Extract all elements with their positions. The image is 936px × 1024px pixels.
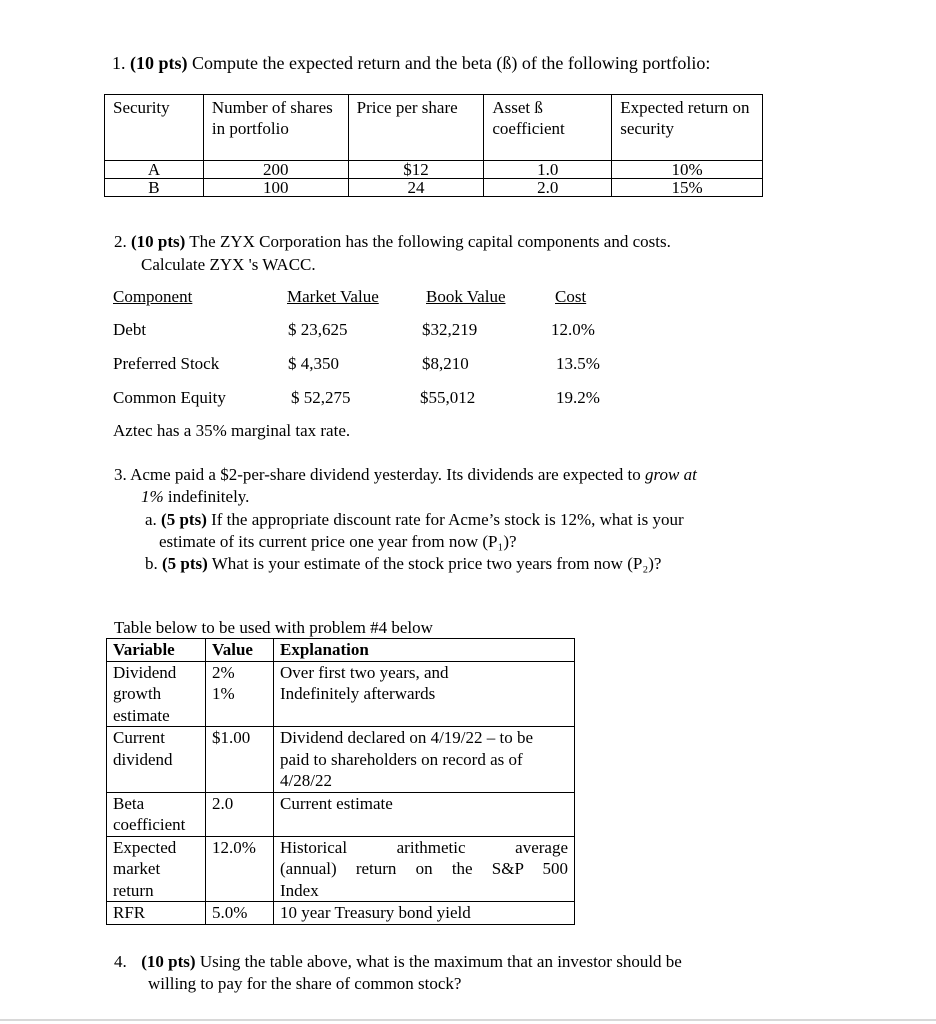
header-price-per-share: Price per share bbox=[348, 95, 484, 161]
q2-number: 2. bbox=[114, 232, 127, 251]
cell-beta: 2.0 bbox=[484, 179, 612, 197]
cell-variable: Current dividend bbox=[107, 727, 206, 793]
q1-number: 1. bbox=[112, 53, 126, 73]
q3a-label: a. bbox=[145, 510, 157, 529]
value-line: 2.0 bbox=[212, 793, 234, 813]
wacc-header-book: Book Value bbox=[426, 287, 506, 306]
wacc-row-cost: 19.2% bbox=[556, 388, 600, 407]
q4-points: (10 pts) bbox=[141, 952, 196, 971]
wacc-header-market: Market Value bbox=[287, 287, 379, 306]
table-row bbox=[107, 727, 575, 793]
header-variable-text: Variable bbox=[113, 640, 175, 659]
q3b-points: (5 pts) bbox=[162, 554, 208, 573]
wacc-row-book: $55,012 bbox=[420, 388, 476, 407]
wacc-row-book: $32,219 bbox=[422, 320, 478, 339]
explanation-line: Index bbox=[280, 880, 319, 900]
header-explanation-text: Explanation bbox=[280, 640, 369, 659]
q3-line1 bbox=[114, 464, 697, 485]
value-line: 12.0% bbox=[212, 837, 256, 857]
page-bottom-divider bbox=[0, 1019, 936, 1021]
cell-variable: Beta coefficient bbox=[107, 792, 206, 836]
cell-value bbox=[206, 727, 274, 793]
q3a-text: If the appropriate discount rate for Acme’s stock is 12%, what is your bbox=[211, 510, 684, 529]
wacc-header-component: Component bbox=[113, 287, 193, 306]
table-header-row bbox=[107, 639, 575, 662]
wacc-row-component: Debt bbox=[113, 320, 147, 339]
cell-explanation bbox=[274, 902, 575, 925]
wacc-row-market: $ 23,625 bbox=[288, 320, 348, 339]
table4-caption: Table below to be used with problem #4 below bbox=[114, 618, 433, 637]
explanation-line: Dividend declared on 4/19/22 – to be bbox=[280, 728, 534, 747]
q1-text: Compute the expected return and the beta (ß) of the following portfolio: bbox=[192, 53, 711, 73]
wacc-row-cost: 12.0% bbox=[551, 320, 595, 339]
cell-shares: 100 bbox=[203, 179, 348, 197]
value-line: 1% bbox=[212, 684, 235, 703]
table-row bbox=[107, 902, 575, 925]
table-header-row bbox=[105, 95, 763, 161]
value-line: $1.00 bbox=[212, 728, 251, 747]
value-line: 5.0% bbox=[212, 903, 248, 922]
explanation-line: Over first two years, and bbox=[280, 662, 449, 682]
wacc-row-component: Preferred Stock bbox=[113, 354, 220, 373]
header-variable bbox=[107, 639, 206, 662]
wacc-header-cost: Cost bbox=[555, 287, 587, 306]
cell-security: B bbox=[105, 179, 204, 197]
q3-text-continued: indefinitely. bbox=[163, 487, 250, 506]
q4-line2: willing to pay for the share of common stock? bbox=[148, 974, 462, 993]
cell-variable: Expected market return bbox=[107, 836, 206, 902]
cell-security: A bbox=[105, 161, 204, 179]
q2-text-line2: Calculate ZYX 's WACC. bbox=[141, 255, 316, 274]
explanation-line: Historical arithmetic average bbox=[280, 837, 568, 857]
table-row bbox=[105, 161, 763, 179]
explanation-line: Current estimate bbox=[280, 793, 393, 813]
cell-variable: Dividend growth estimate bbox=[107, 661, 206, 727]
cell-variable: RFR bbox=[107, 902, 206, 925]
q2-points: (10 pts) bbox=[131, 232, 186, 251]
q3b-line bbox=[145, 553, 661, 574]
q3b-text: What is your estimate of the stock price two years from now (P₂)? bbox=[211, 554, 662, 573]
q3-growth-rate: 1% bbox=[141, 487, 164, 506]
cell-beta: 1.0 bbox=[484, 161, 612, 179]
q4-number: 4. bbox=[114, 952, 127, 971]
q3a-line2: estimate of its current price one year from now (P₁)? bbox=[159, 532, 517, 551]
table-row bbox=[107, 836, 575, 902]
q4-line1 bbox=[114, 951, 682, 972]
header-asset-beta: Asset ß coefficient bbox=[484, 95, 612, 161]
explanation-line: (annual) return on the S&P 500 bbox=[280, 859, 568, 878]
cell-value bbox=[206, 902, 274, 925]
cell-value bbox=[206, 792, 274, 836]
cell-return: 10% bbox=[612, 161, 763, 179]
cell-explanation bbox=[274, 661, 575, 727]
wacc-row-market: $ 52,275 bbox=[291, 388, 351, 407]
q1-points: (10 pts) bbox=[130, 53, 188, 73]
q4-text: Using the table above, what is the maximum that an investor should be bbox=[199, 952, 682, 971]
cell-explanation bbox=[274, 727, 575, 793]
cell-price: $12 bbox=[348, 161, 484, 179]
q3a-points: (5 pts) bbox=[161, 510, 207, 529]
cell-explanation bbox=[274, 836, 575, 902]
header-value bbox=[206, 639, 274, 662]
q2-heading bbox=[114, 231, 671, 252]
q3a-line1 bbox=[145, 509, 684, 530]
problem4-table bbox=[106, 638, 575, 925]
table-row bbox=[107, 661, 575, 727]
wacc-row-cost: 13.5% bbox=[556, 354, 600, 373]
value-line: 2% bbox=[212, 662, 235, 682]
q1-heading bbox=[112, 53, 710, 74]
table-row bbox=[105, 179, 763, 197]
q1-portfolio-table bbox=[104, 94, 763, 197]
q3-text: Acme paid a $2-per-share dividend yesterday. Its dividends are expected to bbox=[130, 465, 646, 484]
wacc-row-component: Common Equity bbox=[113, 388, 226, 407]
cell-price: 24 bbox=[348, 179, 484, 197]
header-security: Security bbox=[105, 95, 204, 161]
header-number-of-shares: Number of shares in portfolio bbox=[203, 95, 348, 161]
explanation-line: 4/28/22 bbox=[280, 771, 332, 790]
explanation-line: 10 year Treasury bond yield bbox=[280, 903, 471, 922]
cell-value bbox=[206, 661, 274, 727]
header-expected-return: Expected return on security bbox=[612, 95, 763, 161]
q3-italic-text: grow at bbox=[645, 465, 697, 484]
wacc-row-market: $ 4,350 bbox=[288, 354, 339, 373]
header-explanation bbox=[274, 639, 575, 662]
cell-value bbox=[206, 836, 274, 902]
explanation-line: paid to shareholders on record as of bbox=[280, 749, 523, 769]
wacc-row-book: $8,210 bbox=[422, 354, 469, 373]
q3-line2 bbox=[141, 486, 249, 507]
cell-return: 15% bbox=[612, 179, 763, 197]
tax-rate-note: Aztec has a 35% marginal tax rate. bbox=[113, 421, 351, 440]
q3-number: 3. bbox=[114, 465, 127, 484]
cell-shares: 200 bbox=[203, 161, 348, 179]
table-row bbox=[107, 792, 575, 836]
q2-text-line1: The ZYX Corporation has the following capital components and costs. bbox=[189, 232, 671, 251]
header-value-text: Value bbox=[212, 640, 253, 659]
cell-explanation bbox=[274, 792, 575, 836]
explanation-line: Indefinitely afterwards bbox=[280, 684, 436, 703]
q3b-label: b. bbox=[145, 554, 158, 573]
